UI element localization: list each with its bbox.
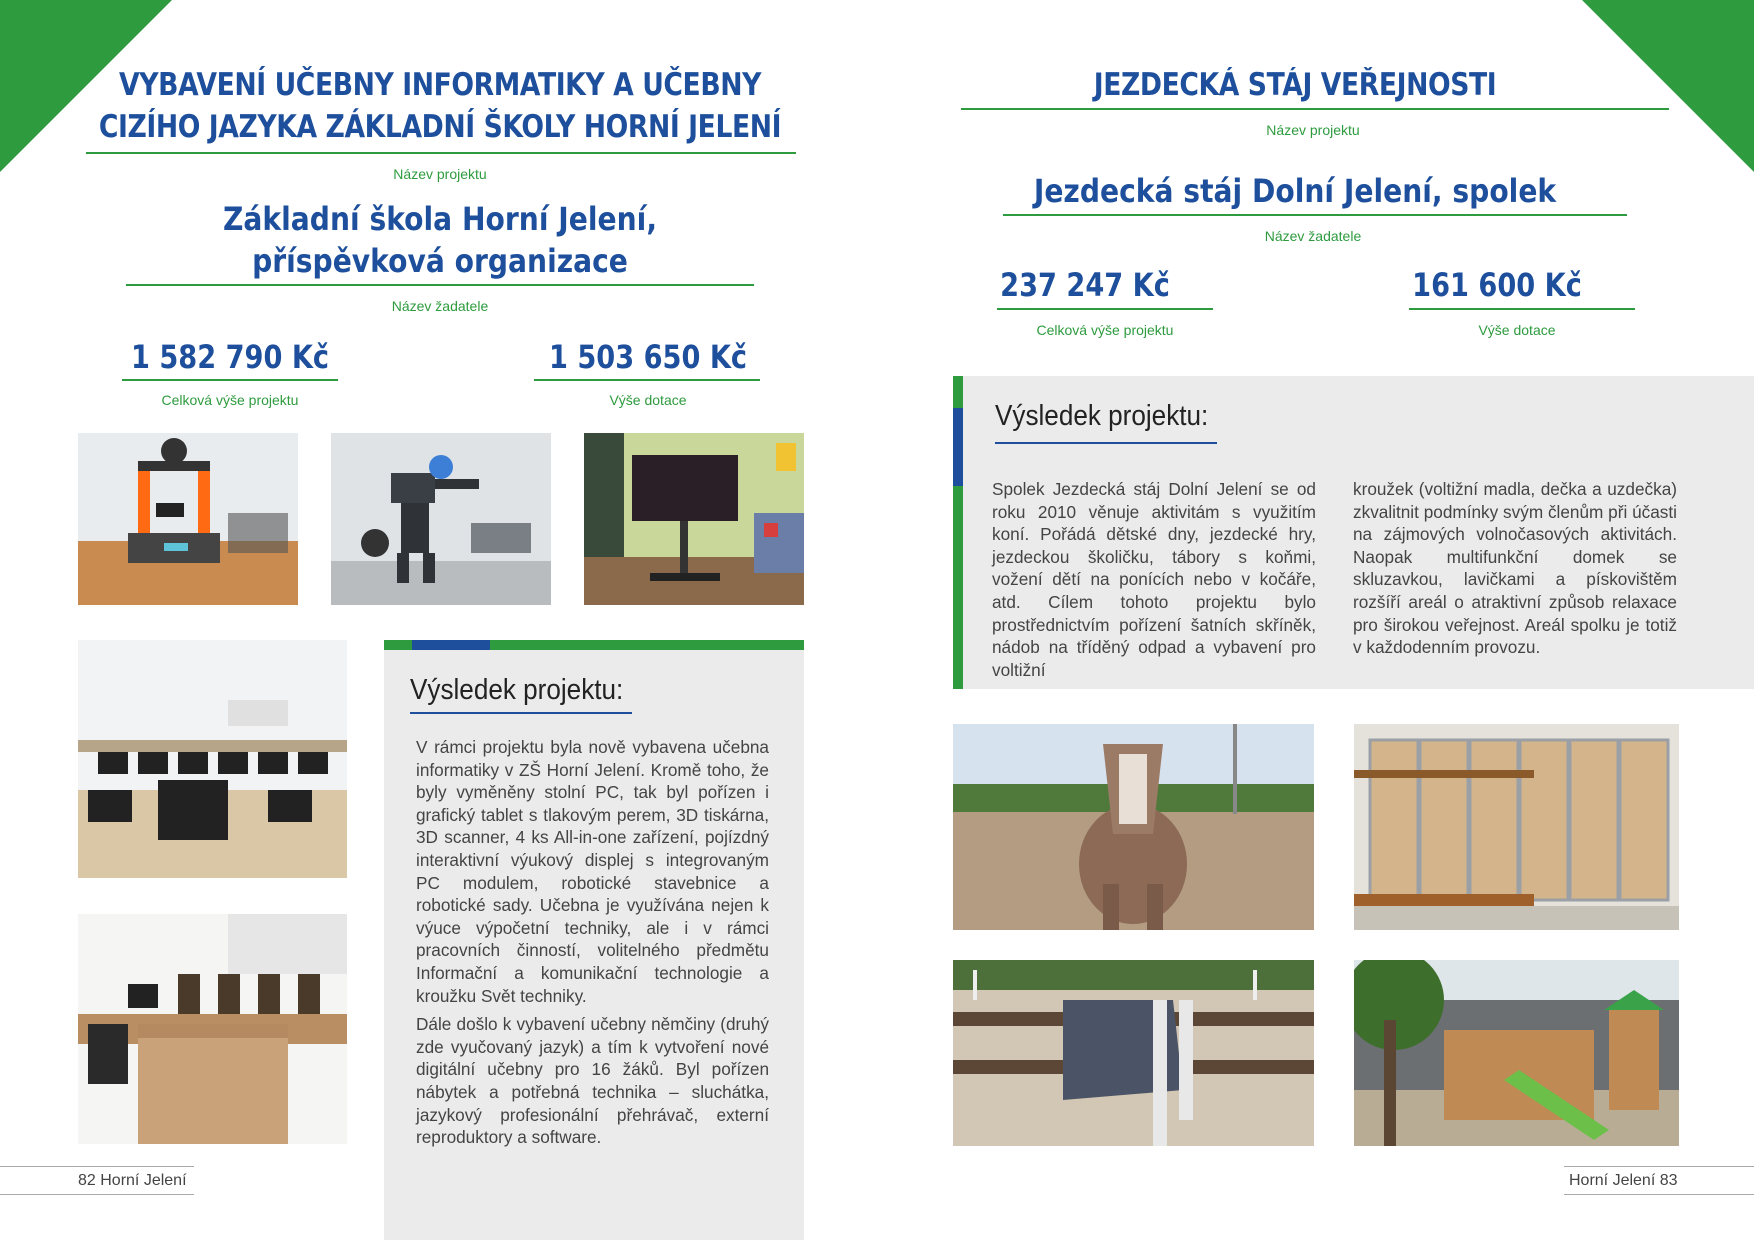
footer-bottom-line [0, 1194, 194, 1195]
photo-lockers [1354, 724, 1679, 930]
result-text [416, 736, 769, 1155]
project-title-line1: VYBAVENÍ UČEBNY INFORMATIKY A UČEBNY [119, 67, 761, 103]
applicant-name [132, 198, 748, 282]
total-amount-rule [997, 308, 1213, 310]
project-caption: Název projektu [1266, 122, 1360, 138]
photo-interactive-display [584, 433, 804, 605]
photo-3d-printer [78, 433, 298, 605]
total-caption: Celková výše projektu [1036, 322, 1174, 338]
applicant-name: Jezdecká stáj Dolní Jelení, spolek [1033, 172, 1557, 210]
applicant-line1: Základní škola Horní Jelení, [222, 200, 658, 238]
total-caption: Celková výše projektu [161, 392, 299, 408]
footer-top-line [0, 1166, 194, 1167]
grant-amount-rule [534, 379, 760, 381]
total-amount: 1 582 790 Kč [130, 338, 330, 376]
grant-caption: Výše dotace [1478, 322, 1556, 338]
project-title [96, 64, 784, 148]
footer-bottom-line [1564, 1194, 1754, 1195]
grant-amount-rule [1409, 308, 1635, 310]
photo-computer-classroom [78, 640, 347, 878]
project-caption: Název projektu [393, 166, 487, 182]
result-heading-underline [410, 712, 632, 714]
total-amount: 237 247 Kč [1000, 266, 1170, 304]
footer-top-line [1564, 1166, 1754, 1167]
applicant-caption: Název žadatele [1264, 228, 1362, 244]
photo-playground [1354, 960, 1679, 1146]
result-column-2: kroužek (voltižní madla, dečka a uzdečka) zkvalitnit podmínky svým členům při účasti na zájmových volnočasových aktivitách. Naopak multifunkční domek se skluzavkou, lavičkami a pískovištěm rozšíří areál o atraktivní způsob relaxace pro širokou veřejnost. Areál spolku je totiž v každodenním provozu. [1353, 479, 1677, 658]
grant-amount: 1 503 650 Kč [548, 338, 748, 376]
applicant-rule [1003, 214, 1627, 216]
result-column-1: Spolek Jezdecká stáj Dolní Jelení se od roku 2010 věnuje aktivitám s využitím koní. Pořádá dětské dny, jezdecké hry, jezdeckou školičku, tábory s koňmi, vožení dětí na ponících nebo v kočáře, atd. Cílem tohoto projektu bylo prostřednictvím pořízení šatních skříněk, nádob na tříděný odpad a vybavení pro voltižní [992, 479, 1316, 680]
photo-horse [953, 724, 1314, 930]
title-rule [961, 108, 1669, 110]
applicant-line2: příspěvková organizace [252, 242, 628, 280]
applicant-rule [126, 284, 754, 286]
applicant-caption: Název žadatele [391, 298, 489, 314]
result-accent-green-bottom [953, 486, 963, 689]
result-accent-blue [412, 640, 490, 650]
photo-robot-kit [331, 433, 551, 605]
grant-amount: 161 600 Kč [1412, 266, 1582, 304]
grant-caption: Výše dotace [609, 392, 687, 408]
result-accent-blue [953, 408, 963, 486]
result-paragraph-2: Dále došlo k vybavení učebny němčiny (druhý zde vyučovaný jazyk) a tím k vytvoření nové digitální učebny pro 16 žáků. Byl pořízen nábytek a potřebná technika – sluchátka, jazykový profesionální přehrávač, externí reproduktory a software. [416, 1014, 769, 1148]
total-amount-rule [122, 379, 338, 381]
page-number-right: Horní Jelení 83 [1569, 1172, 1678, 1189]
project-title: JEZDECKÁ STÁJ VEŘEJNOSTI [1093, 67, 1497, 103]
project-title-line2: CIZÍHO JAZYKA ZÁKLADNÍ ŠKOLY HORNÍ JELENÍ [98, 109, 782, 145]
result-accent-green-right [490, 640, 804, 650]
title-rule [86, 152, 796, 154]
result-heading-underline [995, 442, 1217, 444]
page-number-left: 82 Horní Jelení [78, 1172, 187, 1189]
result-heading: Výsledek projektu: [410, 674, 624, 706]
result-paragraph-1: V rámci projektu byla nově vybavena učebna informatiky v ZŠ Horní Jelení. Kromě toho, že byly vyměněny stolní PC, tak byl pořízen i grafický tablet s tlakovým perem, 3D tiskárna, 3D scanner, 4 ks All-in-one zařízení, pojízdný interaktivní výukový displej s integrovaným PC modulem, robotické stavebnice a robotické sady. Učebna je využívána nejen k výuce výpočetní techniky, ale i v rámci pracovních činností, volitelného předmětu Informační a komunikační technologie a kroužku Svět techniky. [416, 737, 769, 1006]
photo-riding-arena [953, 960, 1314, 1146]
result-heading: Výsledek projektu: [995, 400, 1209, 432]
right-page [877, 0, 1754, 1240]
result-accent-green-left [384, 640, 412, 650]
result-accent-green-top [953, 376, 963, 408]
photo-language-classroom [78, 914, 347, 1144]
